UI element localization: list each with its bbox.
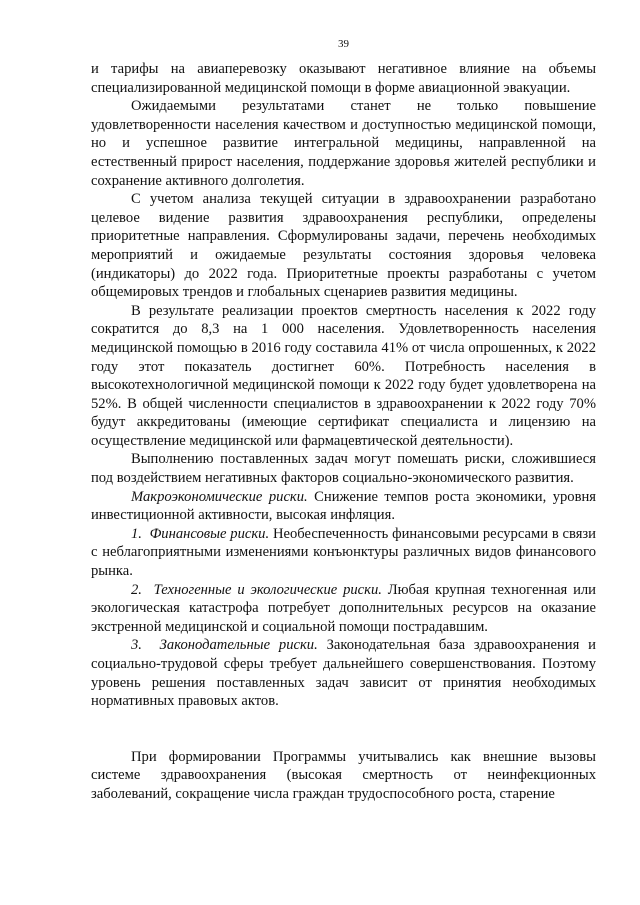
risk-financial-number: 1. bbox=[131, 525, 142, 542]
risk-technogenic-title: Техногенные и экологические риски. bbox=[153, 581, 382, 598]
risk-macroeconomic-text: Снижение темпов роста экономики, уровня инвестиционной активности, высокая инфляция. bbox=[91, 488, 596, 524]
document-page bbox=[91, 0, 596, 905]
paragraph-program-formation: При формировании Программы учитывались как внешние вызовы системе здравоохранения (высокая смертность от неинфекционных заболеваний, сокращение числа граждан трудоспособного роста, старение bbox=[91, 748, 596, 802]
risk-legislative bbox=[91, 636, 596, 710]
paragraph-target-vision: С учетом анализа текущей ситуации в здравоохранении разработано целевое видение развития здравоохранения республики, определены приоритетные направления. Сформулированы задачи, перечень необходимых мероприятий и ожидаемые результаты состояния здоровья человека (индикаторы) до 2022 года. Приоритетные проекты разработаны с учетом общемировых трендов и глобальных сценариев развития медицины. bbox=[91, 191, 596, 301]
paragraph-expected-results: Ожидаемыми результатами станет не только повышение удовлетворенности населения качеством и доступностью медицинской помощи, но и успешное развитие интегральной медицины, направленной на естественный прирост населения, поддержание здоровья жителей республики и сохранение активного долголетия. bbox=[91, 98, 596, 189]
risk-legislative-number: 3. bbox=[131, 637, 142, 654]
page-number: 39 bbox=[338, 38, 349, 50]
risk-technogenic-text: Любая крупная техногенная или экологическая катастрофа потребует дополнительных ресурсов на оказание экстренной медицинской и социальной помощи пострадавшим. bbox=[91, 581, 596, 635]
risk-financial-title: Финансовые риски. bbox=[149, 525, 270, 542]
risk-macroeconomic bbox=[91, 488, 596, 525]
document-body bbox=[91, 60, 596, 804]
paragraph-project-results: В результате реализации проектов смертность населения к 2022 году сократится до 8,3 на 1 000 населения. Удовлетворенность населения медицинской помощью в 2016 году составила 41% от числа опрошенных, к 2022 году этот показатель достигнет 60%. Потребность населения в высокотехнологичной медицинской помощи к 2022 году будет удовлетворена на 52%. В общей численности специалистов в здравоохранении к 2022 году 70% будут аккредитованы (имеющие сертификат специалиста и лицензию на осуществление медицинской или фармацевтической деятельности). bbox=[91, 302, 596, 449]
risk-technogenic-number: 2. bbox=[131, 581, 142, 598]
risk-financial-text: Необеспеченность финансовыми ресурсами в связи с неблагоприятными изменениями конъюнктуры различных видов финансового рынка. bbox=[91, 525, 596, 580]
risk-financial bbox=[91, 525, 596, 581]
risk-macroeconomic-title: Макроэкономические риски. bbox=[131, 488, 308, 505]
risk-legislative-title: Законодательные риски. bbox=[159, 637, 318, 654]
risk-legislative-text: Законодательная база здравоохранения и социально-трудовой сферы требует дальнейшего совершенствования. Поэтому уровень решения поставленных задач зависит от принятия необходимых нормативных правовых актов. bbox=[91, 637, 596, 710]
paragraph-risks-intro: Выполнению поставленных задач могут помешать риски, сложившиеся под воздействием негативных факторов социально-экономического развития. bbox=[91, 451, 596, 487]
risk-technogenic bbox=[91, 581, 596, 637]
paragraph-air-tariffs: и тарифы на авиаперевозку оказывают негативное влияние на объемы специализированной медицинской помощи в форме авиационной эвакуации. bbox=[91, 61, 596, 96]
